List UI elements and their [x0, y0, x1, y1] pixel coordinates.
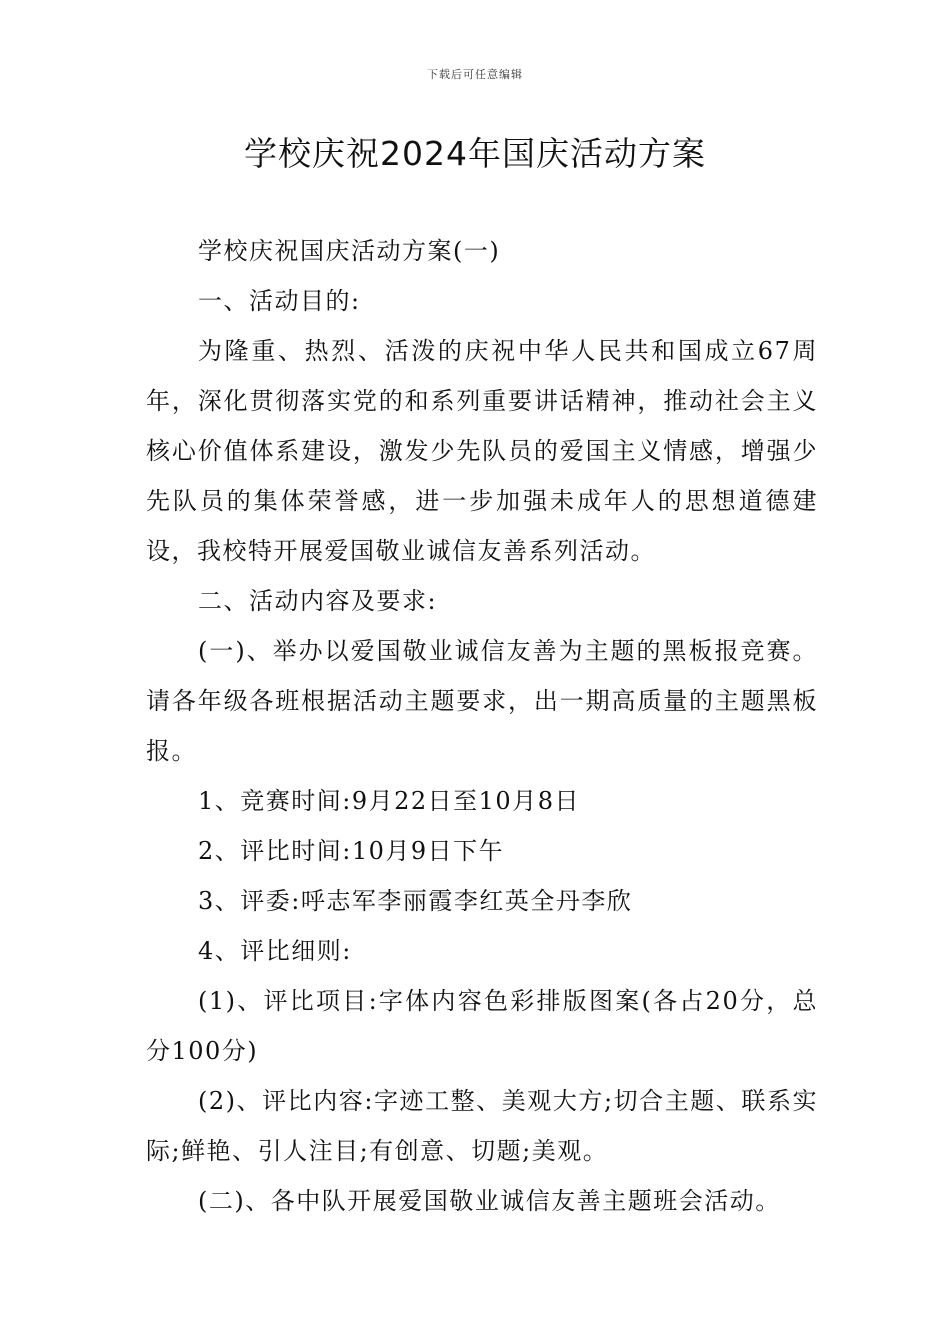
section-heading-plan-one: 学校庆祝国庆活动方案(一) [198, 237, 501, 265]
list-item-judging-time: 2、评比时间:10月9日下午 [198, 837, 505, 865]
paragraph-judging-items: (1)、评比项目:字体内容色彩排版图案(各占20分，总分100分) [146, 987, 818, 1065]
section-heading-purpose: 一、活动目的: [198, 287, 361, 315]
paragraph-blackboard-contest: (一)、举办以爱国敬业诚信友善为主题的黑板报竞赛。请各年级各班根据活动主题要求，出一期高质量的主题黑板报。 [146, 637, 818, 765]
section-heading-content: 二、活动内容及要求: [198, 587, 438, 615]
document-body [146, 226, 818, 1226]
list-item-rules: 4、评比细则: [198, 937, 352, 965]
page-header-note: 下载后可任意编辑 [427, 68, 523, 81]
list-item-contest-time: 1、竞赛时间:9月22日至10月8日 [198, 787, 580, 815]
paragraph-purpose: 为隆重、热烈、活泼的庆祝中华人民共和国成立67周年，深化贯彻落实党的和系列重要讲话精神，推动社会主义核心价值体系建设，激发少先队员的爱国主义情感，增强少先队员的集体荣誉感，进一步加强未成年人的思想道德建设，我校特开展爱国敬业诚信友善系列活动。 [146, 337, 818, 565]
paragraph-judging-content: (2)、评比内容:字迹工整、美观大方;切合主题、联系实际;鲜艳、引人注目;有创意、切题;美观。 [146, 1087, 818, 1165]
document-title: 学校庆祝2024年国庆活动方案 [244, 134, 706, 173]
paragraph-class-meeting: (二)、各中队开展爱国敬业诚信友善主题班会活动。 [198, 1187, 781, 1215]
list-item-judges: 3、评委:呼志军李丽霞李红英全丹李欣 [198, 887, 633, 915]
